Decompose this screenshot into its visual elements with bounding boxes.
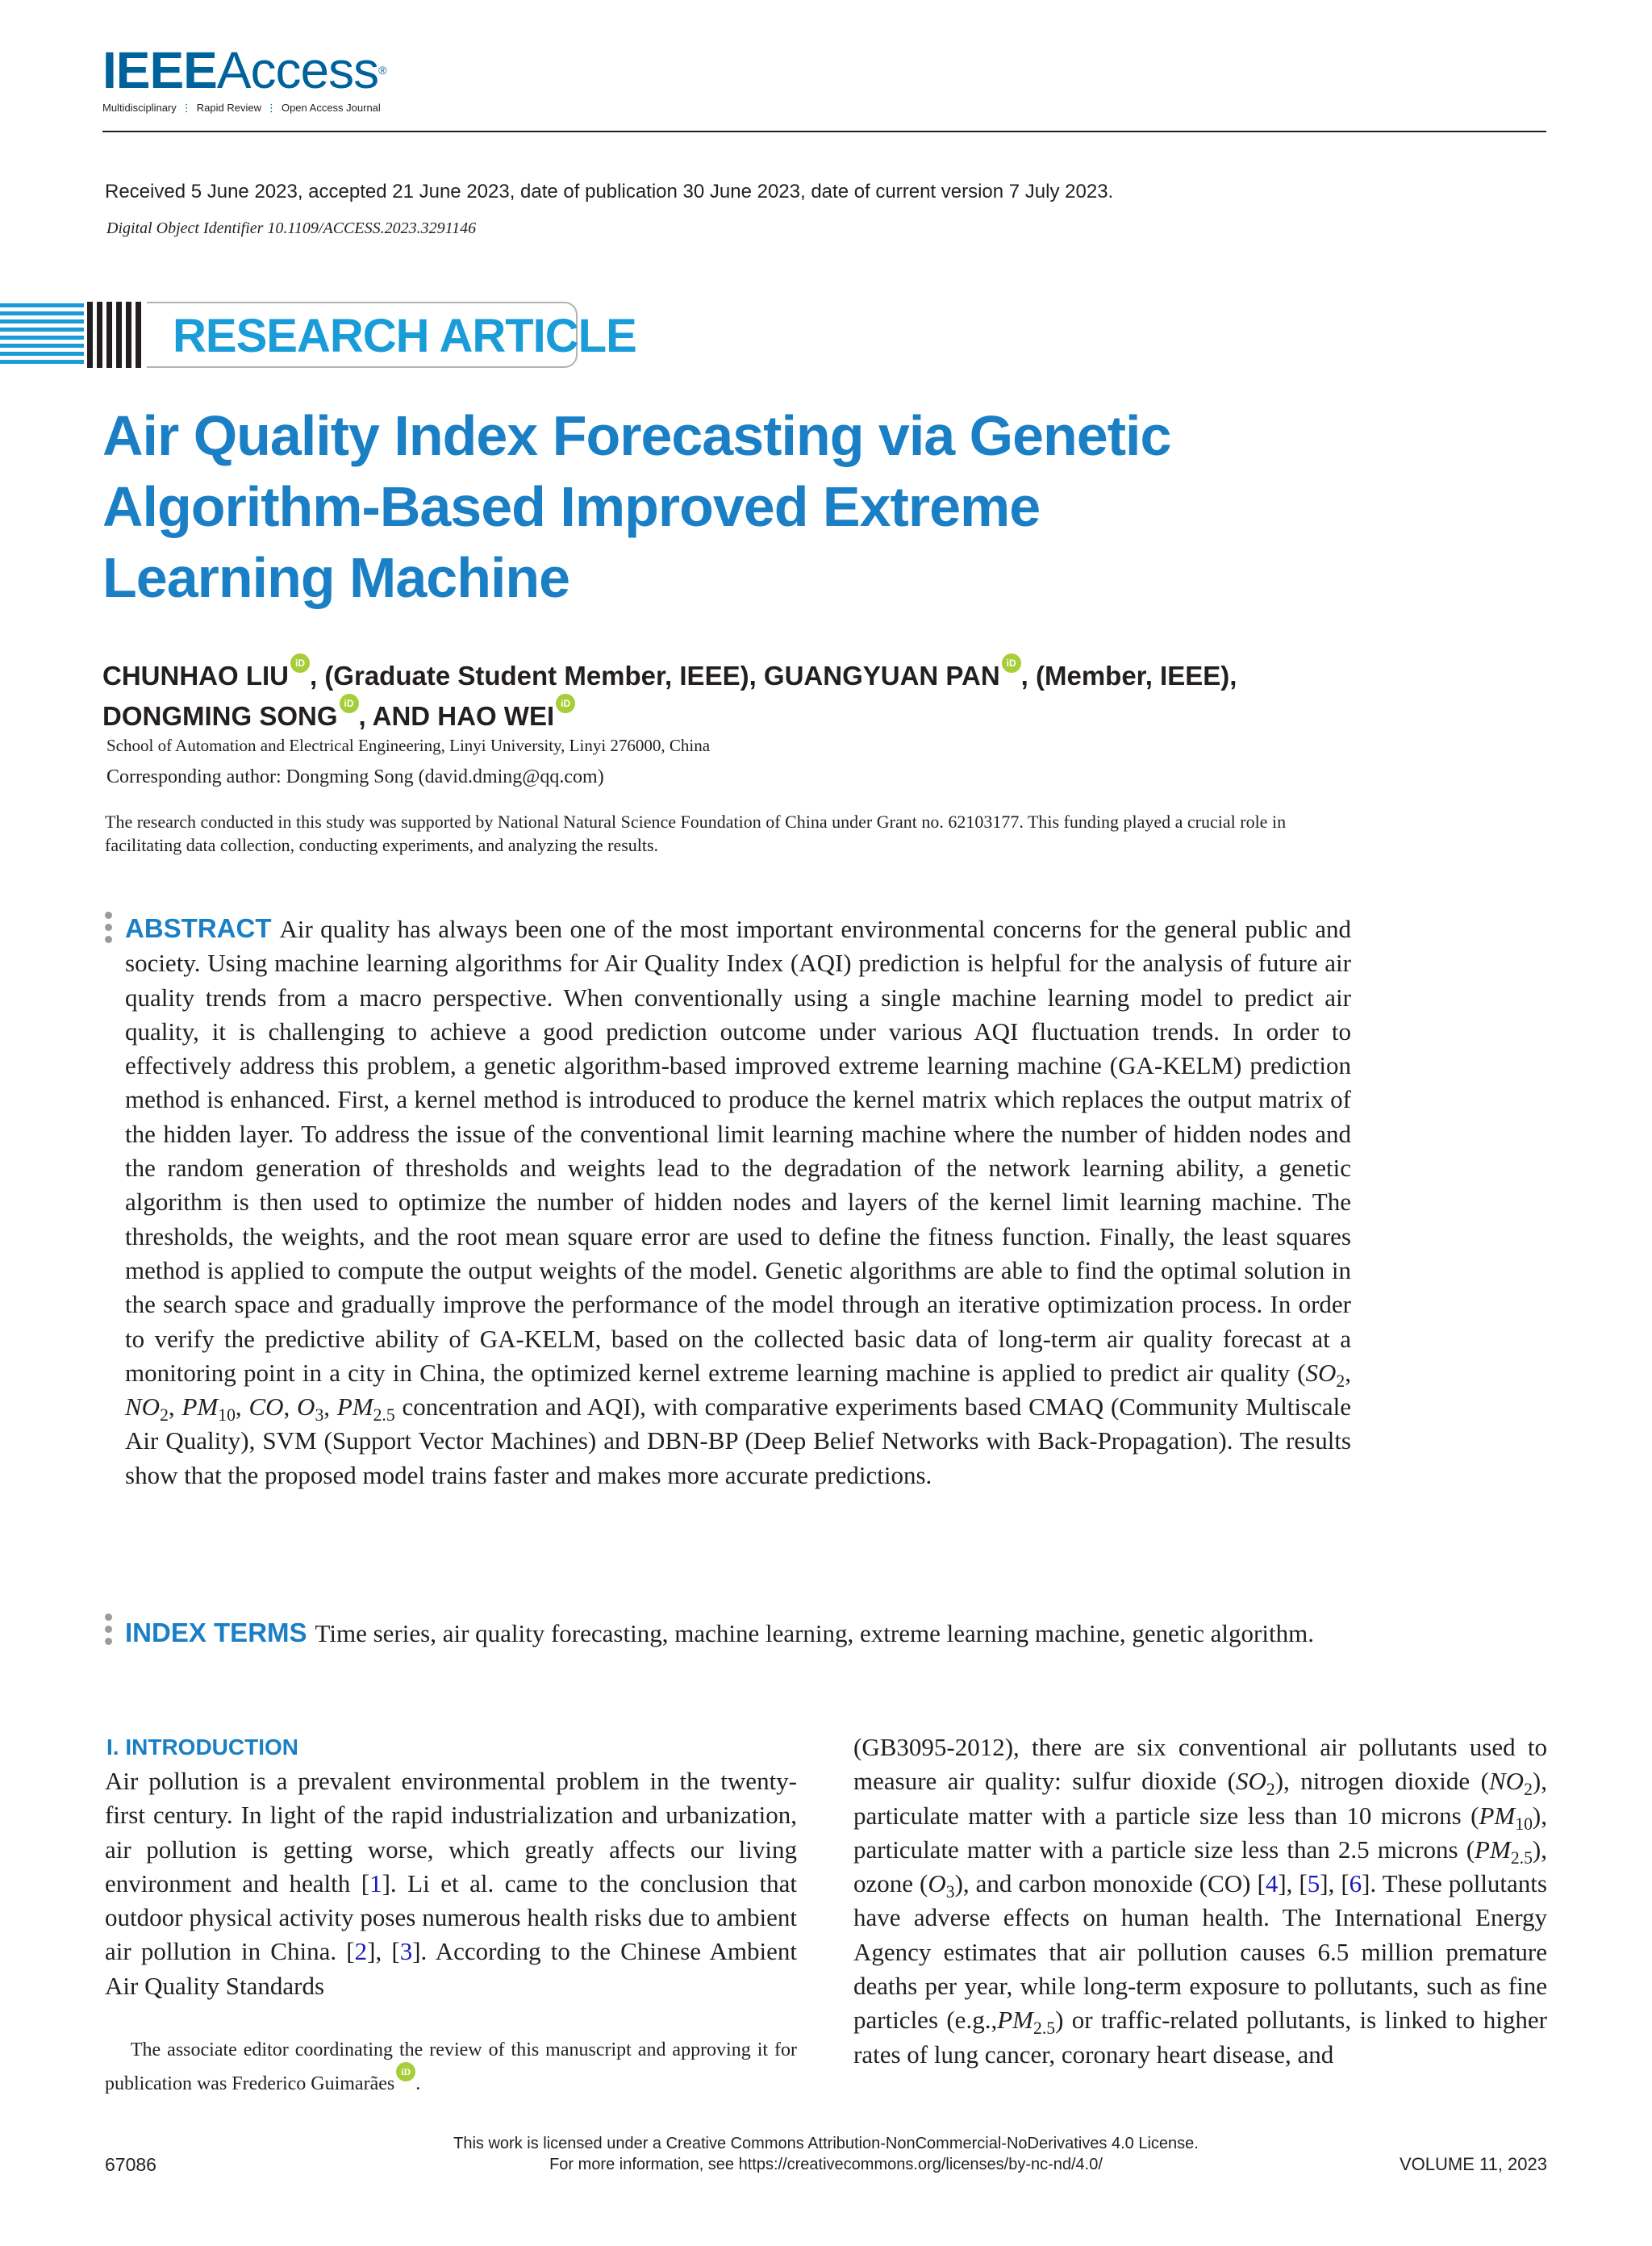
editor-footnote: The associate editor coordinating the review of this manuscript and approving it for publication was Frederico GuimarãesiD. — [105, 2039, 797, 2094]
subscript: 3 — [315, 1405, 324, 1426]
paragraph-text: ) or traffic-related pollutants, is linked to higher rates of lung cancer, coronary heart disease, and — [853, 2006, 1547, 2069]
left-column-text: Air pollution is a prevalent environmental problem in the twenty-first century. In light of the rapid industrialization and urbanization, air pollution is getting worse, which greatly affects our living environment and health [1]. Li et al. came to the conclusion that outdoor physical activity poses numerous health risks due to ambient air pollution in China. [2], [3]. According to the Chinese Ambient Air Quality Standards — [105, 1767, 797, 2000]
abstract-text: Air quality has always been one of the most important environmental concerns for the general public and society. Using machine learning algorithms for Air Quality Index (AQI) prediction is helpful for the analysis of future air quality trends from a macro perspective. When conventionally using a single machine learning model to predict air quality, it is challenging to achieve a good prediction outcome under various AQI fluctuation trends. In order to effectively address this problem, a genetic algorithm-based improved extreme learning machine (GA-KELM) prediction method is enhanced. First, a kernel method is introduced to produce the kernel matrix which replaces the output matrix of the hidden layer. To address the issue of the conventional limit learning machine where the number of hidden nodes and the random generation of thresholds and weights lead to the degradation of the network learning ability, a genetic algorithm is then used to optimize the number of hidden nodes and layers of the kernel limit learning machine. The thresholds, the weights, and the root mean square error are used to define the fitness function. Finally, the least squares method is applied to compute the output weights of the model. Genetic algorithms are able to find the optimal solution in the search space and gradually improve the performance of the model through an iterative optimization process. In order to verify the predictive ability of GA-KELM, based on the collected basic data of long-term air quality forecast at a monitoring point in a city in China, the optimized kernel extreme learning machine is applied to predict air quality ( — [125, 915, 1351, 1387]
formula-o3: O — [297, 1392, 315, 1421]
corresponding-author: Corresponding author: Dongming Song (david.dming@qq.com) — [106, 766, 604, 787]
formula-pm10: PM — [181, 1392, 219, 1421]
title-line: Algorithm-Based Improved Extreme — [102, 475, 1041, 538]
paragraph-text: ), ozone ( — [853, 1835, 1547, 1898]
authors-line — [102, 699, 575, 734]
journal-logo — [102, 42, 386, 98]
license-line: This work is licensed under a Creative Commons Attribution-NonCommercial-NoDerivatives 4.0 License. — [453, 2135, 1199, 2152]
author-role: , (Member, IEEE), — [1020, 661, 1237, 691]
article-title — [102, 400, 1312, 613]
paragraph-text: ]. These pollutants have adverse effects on human health. The International Energy Agency estimates that air pollution causes 6.5 million premature deaths per year, while long-term exposure to pollutants, such as fine particles (e.g., — [853, 1869, 1547, 2035]
logo-tagline — [102, 102, 381, 115]
orcid-icon[interactable]: iD — [396, 2062, 415, 2081]
header-rule — [102, 131, 1546, 132]
author-role: , (Graduate Student Member, IEEE), — [309, 661, 764, 691]
abstract: ABSTRACT Air quality has always been one of the most important environmental concerns for the general public and society. Using machine learning algorithms for Air Quality Index (AQI) prediction is helpful for the analysis of future air quality trends from a macro perspective. When conventionally using a single machine learning model to predict air quality, it is challenging to achieve a good prediction outcome under various AQI fluctuation trends. In order to effectively address this problem, a genetic algorithm-based improved extreme learning machine (GA-KELM) prediction method is enhanced. First, a kernel method is introduced to produce the kernel matrix which replaces the output matrix of the hidden layer. To address the issue of the conventional limit learning machine where the number of hidden nodes and the random generation of thresholds and weights lead to the degradation of the network learning ability, a genetic algorithm is then used to optimize the number of hidden nodes and layers of the kernel limit learning machine. The thresholds, the weights, and the root mean square error are used to define the fitness function. Finally, the least squares method is applied to compute the output weights of the model. Genetic algorithms are able to find the optimal solution in the search space and gradually improve the performance of the model through an iterative optimization process. In order to verify the predictive ability of GA-KELM, based on the collected basic data of long-term air quality forecast at a monitoring point in a city in China, the optimized kernel extreme learning machine is applied to predict air quality ($SO_2$, $NO_2$, $PM_{10}$, CO, $O_3$, $PM_{2.5}$ concentration and AQI), with comparative experiments based CMAQ (Community Multiscale Air Quality), SVM (Support Vector Machines) and DBN-BP (Deep Belief Networks with Back-Propagation). The results show that the proposed model trains faster and makes more accurate predictions. — [125, 913, 1352, 1489]
author-name[interactable]: HAO WEI — [437, 701, 555, 731]
title-line: Learning Machine — [102, 546, 570, 609]
tagline-item: Rapid Review — [196, 102, 261, 114]
tagline-separator: ⋮ — [265, 102, 277, 114]
index-terms-label: INDEX TERMS — [125, 1618, 307, 1647]
subscript: 10 — [1515, 1814, 1533, 1834]
formula-no2: NO — [125, 1392, 161, 1421]
paragraph-text: ), particulate matter with a particle size less than 10 microns ( — [853, 1767, 1547, 1830]
paragraph-text: ), particulate matter with a particle size less than 2.5 microns ( — [853, 1801, 1547, 1864]
abstract-bullet-icon — [105, 912, 115, 948]
paragraph-text: (GB3095-2012), there are six conventional air pollutants used to measure air quality: sulfur dioxide ( — [853, 1733, 1547, 1796]
subscript: 3 — [945, 1882, 955, 1902]
index-terms-text: Time series, air quality forecasting, machine learning, extreme learning machine, genetic algorithm. — [315, 1619, 1314, 1647]
subscript: 2.5 — [373, 1405, 395, 1426]
subscript: 2.5 — [1510, 1848, 1533, 1868]
subscript: 10 — [218, 1405, 236, 1426]
formula-pm25: PM — [336, 1392, 373, 1421]
citation-link[interactable]: 4 — [1265, 1869, 1279, 1898]
formula-no2: NO — [1488, 1767, 1525, 1796]
paragraph-text: ), and carbon monoxide (CO) [ — [954, 1869, 1266, 1898]
orcid-icon[interactable]: iD — [290, 653, 310, 673]
title-line: Air Quality Index Forecasting via Genetic — [102, 404, 1171, 467]
subscript: 2 — [1336, 1371, 1345, 1392]
author-separator: , AND — [358, 701, 438, 731]
volume-label: VOLUME 11, 2023 — [1399, 2154, 1547, 2174]
logo-access: Access — [216, 41, 379, 99]
subscript: 2 — [1266, 1780, 1275, 1800]
formula-o3: O — [928, 1869, 946, 1898]
tagline-item: Open Access Journal — [281, 102, 381, 114]
tagline-item: Multidisciplinary — [102, 102, 177, 114]
banner-stripes-graphic — [0, 302, 147, 371]
right-column-text: (GB3095-2012), there are six conventional air pollutants used to measure air quality: sulfur dioxide $(SO_2)$, nitrogen dioxide $(NO_2)$, particulate matter with a particle size less than 10 microns $(PM_{10})$, particulate matter with a particle size less than 2.5 microns $(PM_{2.5})$, ozone $(O_3)$, and carbon monoxide (CO) [4], [5], [6]. These pollutants have adverse effects on human health. The International Energy Agency estimates that air pollution causes 6.5 million premature deaths per year, while long-term exposure to pollutants, such as fine particles $(e.g.,PM_{2.5})$ or traffic-related pollutants, is linked to higher rates of lung cancer, coronary heart disease, and — [853, 1733, 1547, 2069]
orcid-icon[interactable]: iD — [340, 694, 359, 713]
logo-trademark: ® — [378, 64, 387, 77]
affiliation: School of Automation and Electrical Engineering, Linyi University, Linyi 276000, China — [106, 736, 711, 755]
subscript: 2.5 — [1032, 2018, 1056, 2039]
citation-link[interactable]: 5 — [1307, 1869, 1320, 1898]
formula-so2: SO — [1305, 1358, 1337, 1387]
article-type-label: RESEARCH ARTICLE — [173, 310, 636, 362]
orcid-icon[interactable]: iD — [556, 694, 575, 713]
paragraph-text: ]. Li et al. came to the conclusion that outdoor physical activity poses numerous health risks due to ambient air pollution in China. [ — [105, 1868, 797, 1966]
citation-link[interactable]: 6 — [1349, 1869, 1362, 1898]
index-terms-bullet-icon — [105, 1614, 115, 1650]
formula-pm25: PM — [997, 2006, 1033, 2035]
logo-ieee: IEEE — [102, 41, 217, 99]
funding-statement: The research conducted in this study was supported by National Natural Science Foundation of China under Grant no. 62103177. This funding played a crucial role in facilitating data collection, conducting experiments, and analyzing the results. — [105, 812, 1287, 855]
received-dates: Received 5 June 2023, accepted 21 June 2023, date of publication 30 June 2023, date of current version 7 July 2023. — [105, 181, 1114, 202]
citation-link[interactable]: 2 — [354, 1937, 368, 1966]
author-name[interactable]: DONGMING SONG — [102, 701, 338, 731]
citation-link[interactable]: 1 — [369, 1868, 382, 1897]
formula-co: CO — [248, 1392, 284, 1421]
citation-link[interactable]: 3 — [399, 1937, 413, 1966]
abstract-text: concentration and AQI), with comparative experiments based CMAQ (Community Multiscale Air Quality), SVM (Support Vector Machines) and DBN-BP (Deep Belief Networks with Back-Propagation). The results show that the proposed model trains faster and makes more accurate predictions. — [125, 1392, 1352, 1489]
orcid-icon[interactable]: iD — [1002, 653, 1021, 673]
tagline-separator: ⋮ — [181, 102, 192, 114]
paragraph-text: ), nitrogen dioxide ( — [1274, 1767, 1489, 1796]
index-terms — [125, 1616, 1351, 1651]
subscript: 2 — [160, 1405, 169, 1426]
formula-so2: SO — [1235, 1767, 1266, 1796]
paragraph-text: Air pollution is a prevalent environmental problem in the twenty-first century. In light of the rapid industrialization and urbanization, air pollution is getting worse, which greatly affects our living environment and health [ — [105, 1767, 797, 1897]
authors-line — [102, 658, 1237, 694]
page-number: 67086 — [105, 2154, 156, 2175]
license-link[interactable]: For more information, see https://creativecommons.org/licenses/by-nc-nd/4.0/ — [549, 2156, 1103, 2173]
subscript: 2 — [1524, 1780, 1533, 1800]
formula-pm25: PM — [1475, 1835, 1511, 1864]
section-heading: I. INTRODUCTION — [106, 1735, 298, 1760]
author-name[interactable]: GUANGYUAN PAN — [763, 661, 1000, 691]
paragraph-text: According to the Chinese Ambient Air Quality Standards — [105, 1937, 797, 2000]
footnote-text: The associate editor coordinating the review of this manuscript and approving it for publication was Frederico Guimarães — [105, 2039, 797, 2094]
formula-pm10: PM — [1479, 1801, 1516, 1830]
author-name[interactable]: CHUNHAO LIU — [102, 661, 289, 691]
doi-line: Digital Object Identifier 10.1109/ACCESS.2023.3291146 — [106, 219, 477, 237]
abstract-label: ABSTRACT — [125, 913, 272, 943]
